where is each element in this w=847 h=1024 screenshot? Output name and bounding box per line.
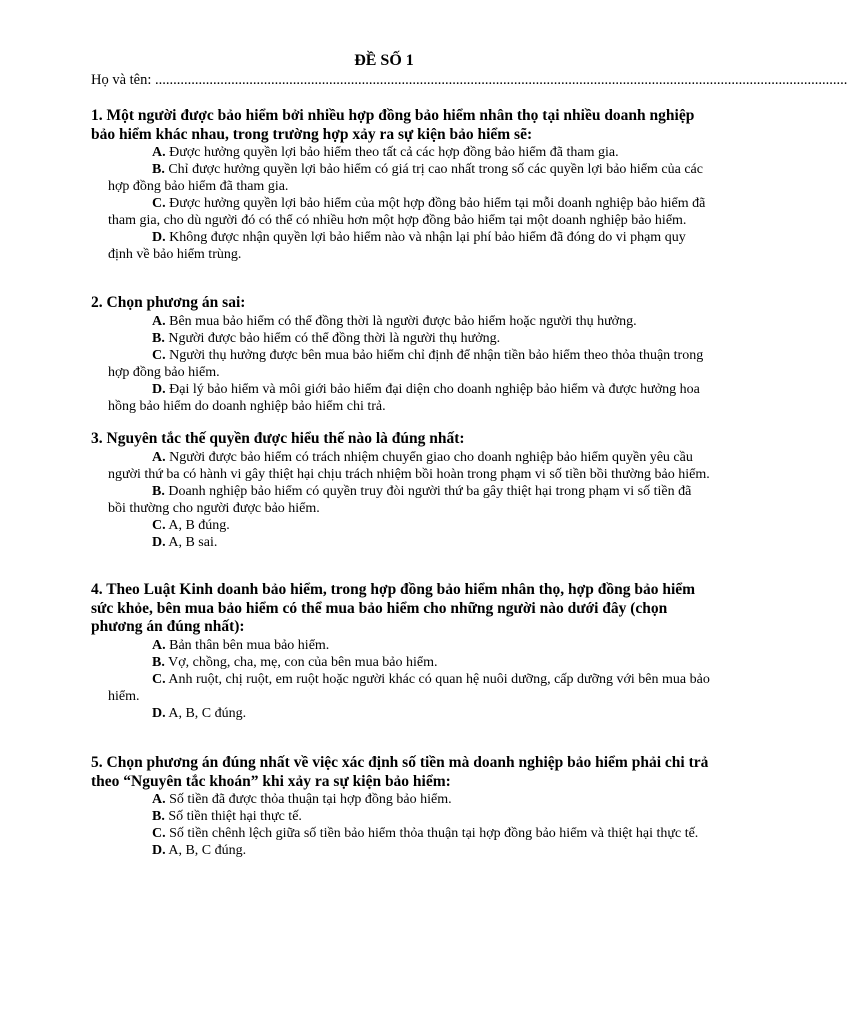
answer-d [108,705,711,722]
answer-text: A, B sai. [165,534,218,550]
question-1 [91,107,711,263]
document-title: ĐỀ SỐ 1 [354,52,414,69]
answer-text: Không được nhận quyền lợi bảo hiểm nào và nhận lại phí bảo hiểm đã đóng do vi phạm quy định về bảo hiểm trùng. [108,230,686,262]
answer-text: Bên mua bảo hiểm có thể đồng thời là người được bảo hiểm hoặc người thụ hưởng. [165,313,637,329]
answer-b [108,330,711,347]
name-line [91,71,847,89]
answer-text: Được hưởng quyền lợi bảo hiểm của một hợp đồng bảo hiểm tại mỗi doanh nghiệp bảo hiểm đã tham gia, cho dù người đó có thể có nhiều hơn một hợp đồng bảo hiểm tại một doanh nghiệp bảo hiểm. [108,196,706,228]
answer-letter: B. [152,654,165,670]
answer-letter: A. [152,313,166,329]
question-text: 5. Chọn phương án đúng nhất về việc xác định số tiền mà doanh nghiệp bảo hiểm phải chi trả theo “Nguyên tắc khoán” khi xảy ra sự kiện bảo hiểm: [91,754,709,790]
answer-letter: A. [152,145,166,160]
answer-c [108,671,711,705]
answer-c [108,825,711,842]
answer-letter: A. [152,449,166,465]
answer-text: Bản thân bên mua bảo hiểm. [165,637,330,653]
name-dots: ............................................................................................................................................................................................... [155,72,847,88]
answer-letter: B. [152,483,165,499]
answer-text: Vợ, chồng, cha, mẹ, con của bên mua bảo hiểm. [164,654,438,670]
answer-a [108,637,711,654]
answer-d [108,534,711,551]
answer-letter: D. [152,705,166,721]
answer-b [108,808,711,825]
answer-letter: D. [152,381,166,397]
answer-text: Người được bảo hiểm có trách nhiệm chuyển giao cho doanh nghiệp bảo hiểm quyền yêu cầu người thứ ba có hành vi gây thiệt hại chịu trách nhiệm bồi hoàn trong phạm vi số tiền bồi thường bảo hiểm. [108,449,710,482]
answer-d [108,229,711,263]
answer-letter: C. [152,517,166,533]
answer-letter: D. [152,230,166,245]
answer-c [108,517,711,534]
answer-b [108,161,711,195]
answer-letter: A. [152,637,166,653]
answer-letter: B. [152,809,165,824]
question-text: 3. Nguyên tắc thế quyền được hiểu thế nào là đúng nhất: [91,430,465,447]
answer-text: A, B, C đúng. [165,705,247,721]
answer-letter: D. [152,843,166,858]
answer-text: Được hưởng quyền lợi bảo hiểm theo tất cả các hợp đồng bảo hiểm đã tham gia. [165,145,619,160]
answer-c [108,195,711,229]
answer-text: Số tiền thiệt hại thực tế. [164,809,302,824]
answer-a [108,144,711,161]
answer-text: Số tiền chênh lệch giữa số tiền bảo hiểm thỏa thuận tại hợp đồng bảo hiểm và thiệt hại thực tế. [165,826,699,841]
question-3 [91,430,711,551]
answer-a [108,313,711,330]
question-4 [91,581,711,722]
answer-text: Doanh nghiệp bảo hiểm có quyền truy đòi người thứ ba gây thiệt hại trong phạm vi số tiền đã bồi thường cho người được bảo hiểm. [108,483,692,516]
answer-text: A, B, C đúng. [165,843,247,858]
answer-text: Đại lý bảo hiểm và môi giới bảo hiểm đại diện cho doanh nghiệp bảo hiểm và được hưởng hoa hồng bảo hiểm do doanh nghiệp bảo hiểm chi trả. [108,381,700,414]
answer-letter: D. [152,534,166,550]
answer-text: Người thụ hưởng được bên mua bảo hiểm chỉ định để nhận tiền bảo hiểm theo thỏa thuận trong hợp đồng bảo hiểm. [108,347,704,380]
question-2 [91,294,711,415]
answer-text: Người được bảo hiểm có thể đồng thời là người thụ hưởng. [164,330,501,346]
answer-text: A, B đúng. [165,517,230,533]
answer-d [108,381,711,415]
answer-b [108,483,711,517]
answer-text: Anh ruột, chị ruột, em ruột hoặc người khác có quan hệ nuôi dưỡng, cấp dưỡng với bên mua bảo hiểm. [108,671,710,704]
answer-letter: B. [152,330,165,346]
name-label: Họ và tên: [91,72,156,88]
question-5 [91,754,711,859]
answer-letter: C. [152,671,166,687]
answer-text: Số tiền đã được thỏa thuận tại hợp đồng bảo hiểm. [165,792,452,807]
answer-d [108,842,711,859]
answer-letter: C. [152,347,166,363]
answer-a [108,449,711,483]
answer-c [108,347,711,381]
answer-b [108,654,711,671]
answer-letter: C. [152,196,166,211]
answer-a [108,791,711,808]
question-text: 1. Một người được bảo hiểm bởi nhiều hợp đồng bảo hiểm nhân thọ tại nhiều doanh nghiệp bảo hiểm khác nhau, trong trường hợp xảy ra sự kiện bảo hiểm sẽ: [91,107,695,143]
answer-letter: C. [152,826,166,841]
question-text: 2. Chọn phương án sai: [91,294,246,311]
answer-letter: B. [152,162,165,177]
answer-text: Chỉ được hưởng quyền lợi bảo hiểm có giá trị cao nhất trong số các quyền lợi bảo hiểm của các hợp đồng bảo hiểm đã tham gia. [108,162,703,194]
question-text: 4. Theo Luật Kinh doanh bảo hiểm, trong hợp đồng bảo hiểm nhân thọ, hợp đồng bảo hiểm sức khỏe, bên mua bảo hiểm có thể mua bảo hiểm cho những người nào dưới đây (chọn phương án đúng nhất): [91,581,696,635]
answer-letter: A. [152,792,166,807]
